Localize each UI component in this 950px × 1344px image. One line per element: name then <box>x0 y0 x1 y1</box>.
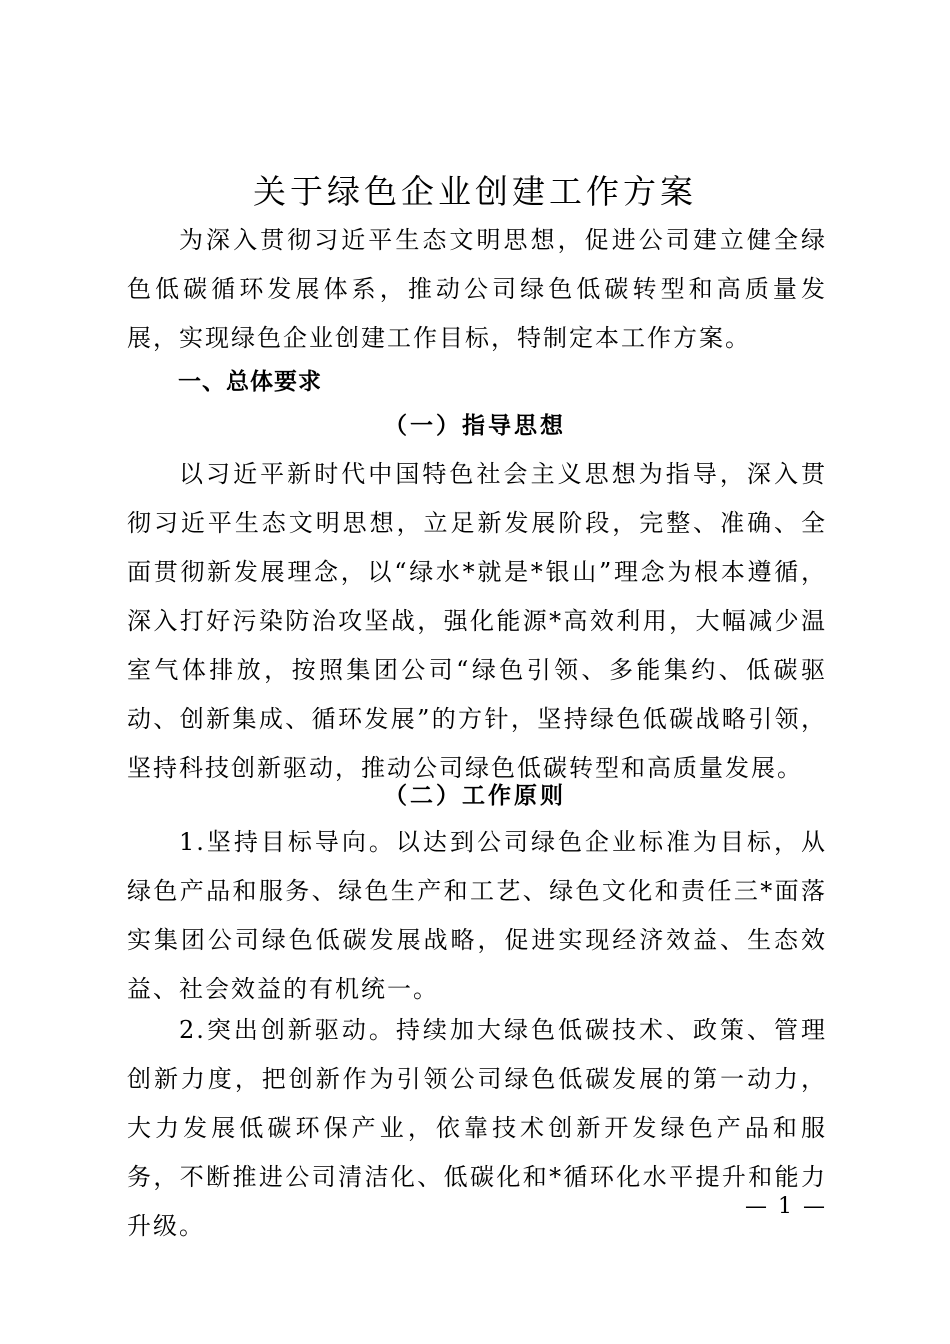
principle-1-paragraph: 1.坚持目标导向。以达到公司绿色企业标准为目标，从绿色产品和服务、绿色生产和工艺、绿色文化和责任三*面落实集团公司绿色低碳发展战略，促进实现经济效益、生态效益、社会效益的有机统一。 <box>127 828 827 1003</box>
section-heading-general-requirements: 一、总体要求 <box>178 369 322 395</box>
intro-paragraph: 为深入贯彻习近平生态文明思想，促进公司建立健全绿色低碳循环发展体系，推动公司绿色低碳转型和高质量发展，实现绿色企业创建工作目标，特制定本工作方案。 <box>127 226 827 352</box>
document-title: 关于绿色企业创建工作方案 <box>253 172 697 211</box>
guiding-ideology-paragraph: 以习近平新时代中国特色社会主义思想为指导，深入贯彻习近平生态文明思想，立足新发展阶段，完整、准确、全面贯彻新发展理念，以“绿水*就是*银山”理念为根本遵循，深入打好污染防治攻坚战，强化能源*高效利用，大幅减少温室气体排放，按照集团公司“绿色引领、多能集约、低碳驱动、创新集成、循环发展”的方针，坚持绿色低碳战略引领，坚持科技创新驱动，推动公司绿色低碳转型和高质量发展。 <box>127 460 827 782</box>
subsection-heading-work-principles: （二）工作原则 <box>384 782 566 809</box>
subsection-heading-guiding-ideology: （一）指导思想 <box>384 412 566 439</box>
principle-2-paragraph: 2.突出创新驱动。持续加大绿色低碳技术、政策、管理创新力度，把创新作为引领公司绿色低碳发展的第一动力，大力发展低碳环保产业，依靠技术创新开发绿色产品和服务，不断推进公司清洁化、低碳化和*循环化水平提升和能力升级。 <box>127 1016 827 1240</box>
page-number: — 1 — <box>745 1194 827 1219</box>
